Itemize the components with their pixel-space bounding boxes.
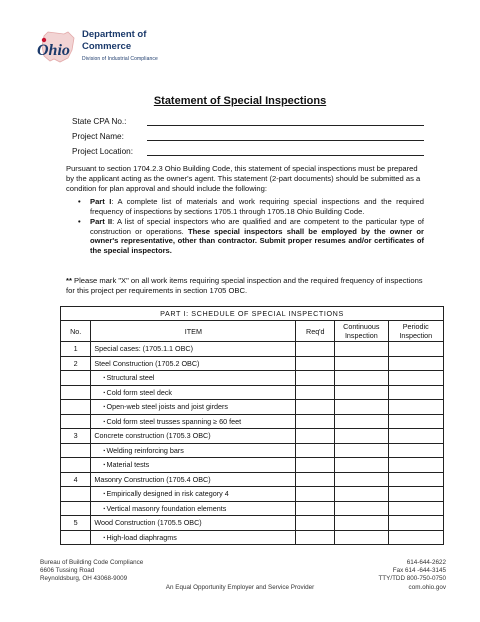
division-name: Division of Industrial Compliance [82, 56, 158, 62]
row-item: Steel Construction (1705.2 OBC) [91, 356, 296, 371]
row-item: Concrete construction (1705.3 OBC) [91, 429, 296, 444]
periodic-cell[interactable] [388, 530, 444, 545]
col-header-periodic: Periodic Inspection [388, 321, 444, 342]
table-row [61, 530, 444, 545]
periodic-cell[interactable] [388, 414, 444, 429]
row-item: Wood Construction (1705.5 OBC) [91, 516, 296, 531]
reqd-cell[interactable] [296, 487, 335, 502]
row-number: 3 [61, 429, 91, 444]
continuous-cell[interactable] [335, 458, 388, 473]
row-item: ▪ High-load diaphragms [91, 530, 296, 545]
reqd-cell[interactable] [296, 472, 335, 487]
reqd-cell[interactable] [296, 429, 335, 444]
continuous-cell[interactable] [335, 443, 388, 458]
row-number [61, 371, 91, 386]
schedule-table [60, 306, 444, 545]
table-row [61, 458, 444, 473]
row-number [61, 443, 91, 458]
footer-contact [378, 559, 446, 592]
table-row [61, 385, 444, 400]
periodic-cell[interactable] [388, 371, 444, 386]
project-name-field[interactable] [147, 140, 424, 141]
row-number [61, 487, 91, 502]
marking-note [66, 276, 426, 296]
row-item: Special cases: (1705.1.1 OBC) [91, 342, 296, 357]
reqd-cell[interactable] [296, 458, 335, 473]
row-item: ▪ Empirically designed in risk category 4 [91, 487, 296, 502]
col-header-no: No. [61, 321, 91, 342]
continuous-cell[interactable] [335, 472, 388, 487]
row-item: ▪ Welding reinforcing bars [91, 443, 296, 458]
project-location-label: Project Location: [72, 147, 133, 156]
periodic-cell[interactable] [388, 501, 444, 516]
table-row [61, 356, 444, 371]
table-row [61, 516, 444, 531]
continuous-cell[interactable] [335, 429, 388, 444]
footer-address [40, 559, 143, 584]
continuous-cell[interactable] [335, 414, 388, 429]
continuous-cell[interactable] [335, 385, 388, 400]
requirements-list [78, 197, 424, 257]
periodic-cell[interactable] [388, 443, 444, 458]
project-location-field[interactable] [147, 155, 424, 156]
periodic-cell[interactable] [388, 487, 444, 502]
footer-fax: Fax 614 -644-3145 [392, 567, 446, 575]
part2-label: Part II [90, 217, 113, 227]
row-item: ▪ Vertical masonry foundation elements [91, 501, 296, 516]
footer-tty: TTY/TDD 800-750-0750 [378, 575, 446, 583]
col-header-item: ITEM [91, 321, 296, 342]
dept-name-line2: Commerce [82, 41, 132, 52]
table-row [61, 371, 444, 386]
row-number [61, 400, 91, 415]
reqd-cell[interactable] [296, 443, 335, 458]
col-header-continuous: Continuous Inspection [335, 321, 388, 342]
row-number [61, 414, 91, 429]
reqd-cell[interactable] [296, 356, 335, 371]
row-number [61, 530, 91, 545]
project-name-label: Project Name: [72, 132, 124, 141]
table-row [61, 487, 444, 502]
ohio-state-icon [34, 28, 78, 64]
col-header-reqd: Req'd [296, 321, 335, 342]
dept-name-line1: Department of [82, 29, 147, 40]
footer-city: Reynoldsburg, OH 43068-9009 [40, 575, 128, 583]
reqd-cell[interactable] [296, 414, 335, 429]
periodic-cell[interactable] [388, 385, 444, 400]
part2-text: : A list of special inspectors who are qualified and are competent to the particular type of construction or operations. [90, 217, 424, 236]
state-cpa-field[interactable] [147, 125, 424, 126]
row-number [61, 501, 91, 516]
continuous-cell[interactable] [335, 516, 388, 531]
reqd-cell[interactable] [296, 400, 335, 415]
row-item: ▪ Cold form steel deck [91, 385, 296, 400]
continuous-cell[interactable] [335, 342, 388, 357]
row-number: 2 [61, 356, 91, 371]
continuous-cell[interactable] [335, 356, 388, 371]
periodic-cell[interactable] [388, 342, 444, 357]
table-row [61, 429, 444, 444]
continuous-cell[interactable] [335, 371, 388, 386]
reqd-cell[interactable] [296, 385, 335, 400]
footer-eeo: An Equal Opportunity Employer and Service Provider [165, 584, 315, 591]
page-title: Statement of Special Inspections [153, 95, 327, 107]
part1-item [78, 197, 424, 216]
periodic-cell[interactable] [388, 472, 444, 487]
continuous-cell[interactable] [335, 530, 388, 545]
continuous-cell[interactable] [335, 487, 388, 502]
row-item: ▪ Open-web steel joists and joist girders [91, 400, 296, 415]
row-item: ▪ Structural steel [91, 371, 296, 386]
footer-street: 6606 Tussing Road [40, 567, 95, 575]
table-row [61, 400, 444, 415]
continuous-cell[interactable] [335, 501, 388, 516]
footer-phone: 614-644-2622 [406, 559, 446, 566]
row-number [61, 385, 91, 400]
footer-bureau: Bureau of Building Code Compliance [40, 559, 144, 566]
row-item: ▪ Material tests [91, 458, 296, 473]
continuous-cell[interactable] [335, 400, 388, 415]
reqd-cell[interactable] [296, 530, 335, 545]
table-row [61, 472, 444, 487]
state-cpa-label: State CPA No.: [72, 117, 127, 126]
part2-bold-text: These special inspectors shall be employed by the owner or owner's representative, other than contractor. Submit proper resumes and/or certificates of the special inspectors. [90, 226, 424, 255]
part1-label: Part I [90, 197, 112, 206]
row-number: 4 [61, 472, 91, 487]
row-number: 1 [61, 342, 91, 357]
reqd-cell[interactable] [296, 501, 335, 516]
part2-item [78, 217, 424, 255]
periodic-cell[interactable] [388, 458, 444, 473]
row-number: 5 [61, 516, 91, 531]
schedule-banner: PART I: SCHEDULE OF SPECIAL INSPECTIONS [61, 307, 444, 321]
row-item: ▪ Cold form steel trusses spanning ≥ 60 feet [91, 414, 296, 429]
periodic-cell[interactable] [388, 516, 444, 531]
note-stars: ** [66, 276, 72, 285]
table-row [61, 414, 444, 429]
table-row [61, 501, 444, 516]
row-number [61, 458, 91, 473]
periodic-cell[interactable] [388, 400, 444, 415]
periodic-cell[interactable] [388, 429, 444, 444]
note-text: Please mark "X" on all work items requiring special inspection and the required frequency of inspections for this project per requirements in section 1705 OBC. [66, 276, 423, 295]
department-logo [34, 26, 174, 68]
table-row [61, 443, 444, 458]
row-item: Masonry Construction (1705.4 OBC) [91, 472, 296, 487]
ohio-wordmark: Ohio [37, 42, 70, 59]
intro-paragraph: Pursuant to section 1704.2.3 Ohio Building Code, this statement of special inspections must be prepared by the applicant acting as the owner's agent. This statement (2-part documents) should be submitted as a condition for plan approval and should include the following: [66, 164, 421, 193]
reqd-cell[interactable] [296, 371, 335, 386]
footer-website[interactable]: com.ohio.gov [408, 583, 446, 591]
reqd-cell[interactable] [296, 516, 335, 531]
periodic-cell[interactable] [388, 356, 444, 371]
reqd-cell[interactable] [296, 342, 335, 357]
table-row [61, 342, 444, 357]
part1-text: : A complete list of materials and work requiring special inspections and the required frequency of inspections by sections 1705.1 through 1705.18 Ohio Building Code. [90, 197, 424, 216]
